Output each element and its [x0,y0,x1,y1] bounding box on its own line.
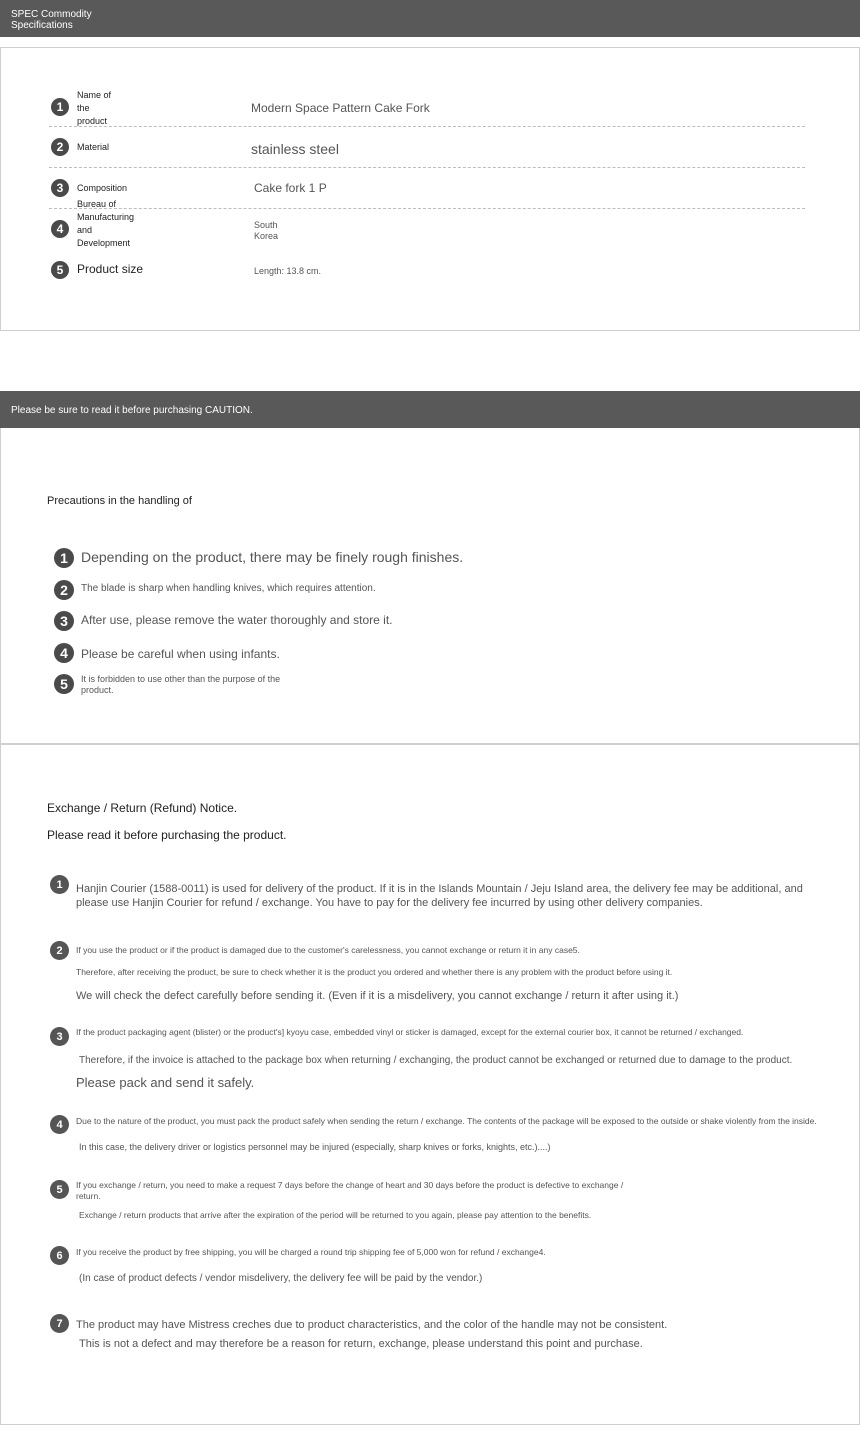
number-badge: 6 [50,1246,69,1265]
notice-line: If you exchange / return, you need to make a request 7 days before the change of heart and 30 days before the product is defective to exchange / return. [76,1180,624,1201]
caution-item: Please be careful when using infants. [81,647,280,661]
caution-header-bar [0,391,860,428]
number-badge: 2 [51,138,69,156]
spec-table [0,47,860,331]
spec-header-title: SPEC Commodity Specifications [11,9,92,31]
number-badge: 2 [50,941,69,960]
number-badge: 3 [50,1027,69,1046]
number-badge: 1 [50,875,69,894]
notice-line: Therefore, if the invoice is attached to the package box when returning / exchanging, the product cannot be exchanged or returned due to damage to the product. [79,1055,793,1066]
notice-subtitle: Please read it before purchasing the product. [47,828,287,842]
notice-line: If you receive the product by free shipping, you will be charged a round trip shipping fee of 5,000 won for refund / exchange4. [76,1247,546,1257]
number-badge: 7 [50,1314,69,1333]
notice-line: (In case of product defects / vendor misdelivery, the delivery fee will be paid by the vendor.) [79,1273,483,1284]
caution-title: Precautions in the handling of [47,495,192,507]
caution-item: It is forbidden to use other than the purpose of the product. [81,674,281,695]
caution-item: The blade is sharp when handling knives, which requires attention. [81,583,376,594]
number-badge: 1 [54,548,74,568]
notice-line: In this case, the delivery driver or logistics personnel may be injured (especially, sharp knives or forks, knights, etc.)....) [79,1142,551,1152]
notice-line: If the product packaging agent (blister) or the product's] kyoyu case, embedded vinyl or sticker is damaged, except for the external courier box, it cannot be returned / exchanged. [76,1027,744,1037]
spec-label: Material [77,142,110,152]
spec-row-material [49,127,805,168]
notice-line: This is not a defect and may therefore be a reason for return, exchange, please understand this point and purchase. [79,1338,643,1350]
number-badge: 4 [54,643,74,663]
number-badge: 4 [50,1115,69,1134]
notice-line: Hanjin Courier (1588-0011) is used for delivery of the product. If it is in the Islands Mountain / Jeju Island area, the delivery fee may be additional, and please use Hanjin Courier for refund / exchange. You have to pay for the delivery fee incurred by using other delivery companies. [76,883,803,909]
number-badge: 5 [51,261,69,279]
spec-header-bar [0,0,860,37]
caution-item: After use, please remove the water thoroughly and store it. [81,613,393,627]
number-badge: 2 [54,580,74,600]
notice-title: Exchange / Return (Refund) Notice. [47,801,238,815]
spec-value: South Korea [254,220,279,241]
notice-line: Therefore, after receiving the product, be sure to check whether it is the product you ordered and whether there is any problem with the product before using it. [76,967,673,977]
spec-label: Name of the product [77,90,112,126]
spec-row-manufacturing [49,198,805,258]
caution-section [0,428,860,744]
notice-line: The product may have Mistress creches due to product characteristics, and the color of the handle may not be consistent. [76,1319,668,1331]
number-badge: 1 [51,98,69,116]
number-badge: 4 [51,220,69,238]
notice-line: If you use the product or if the product is damaged due to the customer's carelessness, you cannot exchange or return it in any case5. [76,945,580,955]
spec-value: stainless steel [251,141,339,157]
number-badge: 3 [51,179,69,197]
spec-row-size [49,260,805,282]
number-badge: 5 [50,1180,69,1199]
notice-line: We will check the defect carefully before sending it. (Even if it is a misdelivery, you cannot exchange / return it after using it.) [76,990,679,1002]
number-badge: 3 [54,611,74,631]
spec-value: Cake fork 1 P [254,181,327,195]
spec-label: Bureau of Manufacturing and Development [77,199,135,248]
notice-line: Please pack and send it safely. [76,1075,255,1090]
caution-item: Depending on the product, there may be finely rough finishes. [81,549,464,565]
spec-label: Product size [77,262,144,276]
notice-line: Due to the nature of the product, you must pack the product safely when sending the return / exchange. The contents of the package will be exposed to the outside or shake violently from the inside. [76,1116,817,1126]
notice-line: Exchange / return products that arrive after the expiration of the period will be returned to you again, please pay attention to the benefits. [79,1210,592,1220]
spec-label: Composition [77,183,128,193]
number-badge: 5 [54,674,74,694]
notice-section [0,744,860,1425]
caution-header-title: Please be sure to read it before purchasing CAUTION. [11,405,253,416]
spec-row-name [49,88,805,127]
spec-value: Length: 13.8 cm. [254,266,322,276]
spec-value: Modern Space Pattern Cake Fork [251,101,430,115]
